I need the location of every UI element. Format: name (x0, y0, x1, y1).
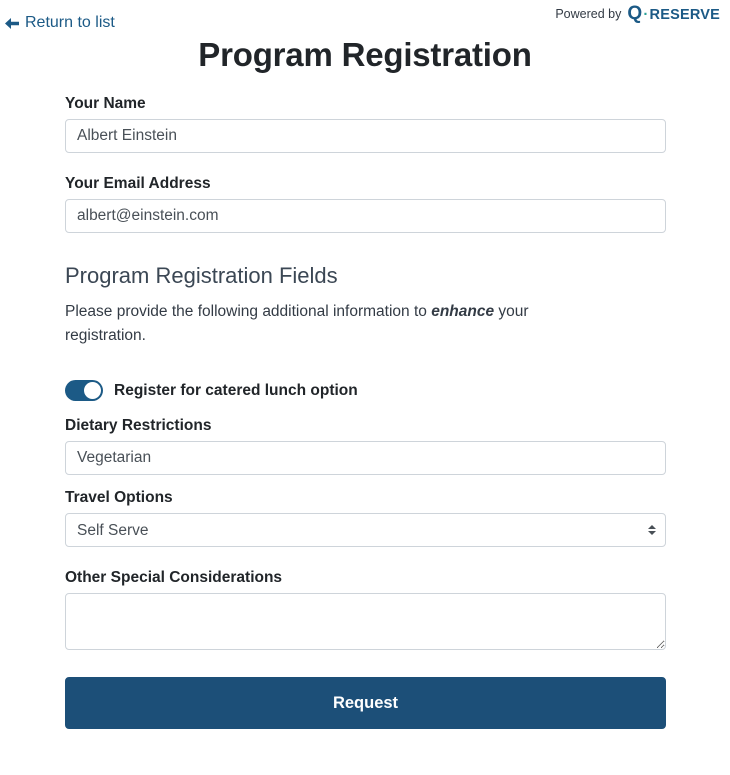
arrow-left-icon (3, 15, 20, 32)
dietary-label: Dietary Restrictions (65, 417, 212, 435)
email-label: Your Email Address (65, 175, 211, 192)
return-to-list-label: Return to list (25, 14, 115, 31)
logo-dot: · (643, 6, 649, 23)
travel-options-label: Travel Options (65, 489, 173, 507)
page-title: Program Registration (198, 36, 532, 73)
travel-options-select-wrapper[interactable] (65, 513, 666, 547)
powered-by-label: Powered by (555, 6, 622, 21)
catered-lunch-toggle[interactable] (65, 380, 103, 401)
powered-by-badge (555, 4, 720, 23)
section-description-emphasis: enhance (431, 303, 495, 320)
toggle-knob (84, 382, 101, 399)
email-input[interactable] (65, 199, 666, 233)
return-to-list-link[interactable] (3, 14, 115, 32)
section-description-part1: Please provide the following additional information to (65, 303, 432, 320)
request-submit-button[interactable]: Request (65, 677, 666, 729)
travel-options-select[interactable] (65, 513, 666, 547)
section-heading: Program Registration Fields (65, 263, 338, 288)
lunch-toggle-row[interactable] (65, 380, 666, 401)
logo-reserve-text: RESERVE (649, 7, 720, 23)
section-description-part2: your registration. (65, 303, 529, 345)
section-description (65, 300, 585, 348)
dietary-restrictions-input[interactable] (65, 441, 666, 475)
name-input[interactable] (65, 119, 666, 153)
logo-q-letter: Q (627, 3, 643, 24)
registration-form (65, 95, 666, 729)
qreserve-logo (627, 4, 720, 23)
catered-lunch-label: Register for catered lunch option (114, 381, 358, 399)
name-label: Your Name (65, 95, 146, 112)
other-considerations-textarea[interactable] (65, 593, 666, 650)
other-considerations-label: Other Special Considerations (65, 569, 283, 587)
